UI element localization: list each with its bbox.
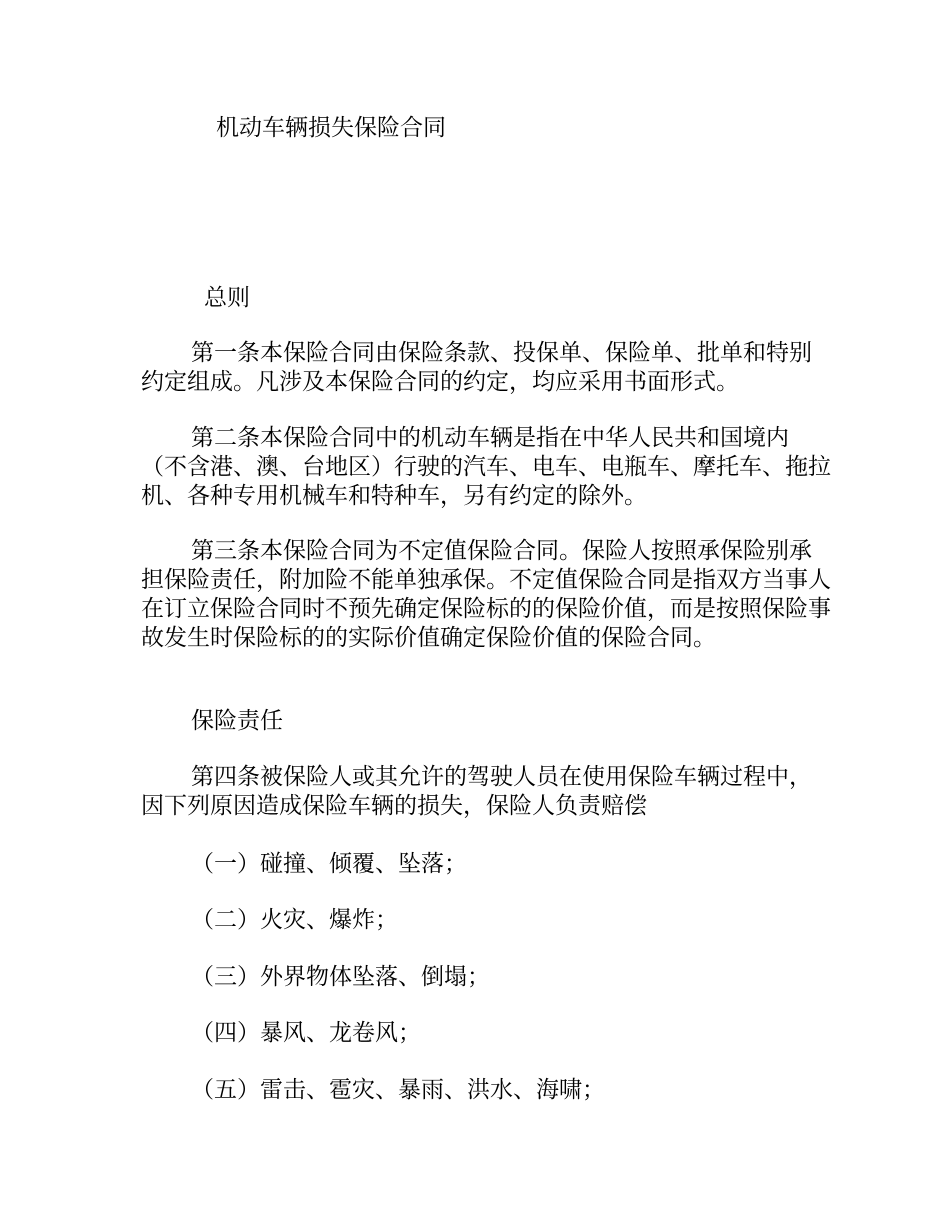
list-item: （二）火灾、爆炸； — [191, 907, 398, 933]
document-title: 机动车辆损失保险合同 — [216, 115, 446, 141]
list-item: （三）外界物体坠落、倒塌； — [191, 964, 490, 990]
list-item: （四）暴风、龙卷风； — [191, 1020, 421, 1046]
article-2: 第二条本保险合同中的机动车辆是指在中华人民共和国境内（不含港、澳、台地区）行驶的汽车、电车、电瓶车、摩托车、拖拉机、各种专用机械车和特种车，另有约定的除外。 — [141, 425, 831, 509]
section-heading-general: 总则 — [204, 285, 250, 311]
article-3: 第三条本保险合同为不定值保险合同。保险人按照承保险别承担保险责任，附加险不能单独承保。不定值保险合同是指双方当事人在订立保险合同时不预先确定保险标的的保险价值，而是按照保险事故发生时保险标的的实际价值确定保险价值的保险合同。 — [141, 538, 831, 651]
list-item: （五）雷击、雹灾、暴雨、洪水、海啸； — [191, 1077, 605, 1103]
section-heading-liability: 保险责任 — [191, 708, 283, 734]
article-1: 第一条本保险合同由保险条款、投保单、保险单、批单和特别约定组成。凡涉及本保险合同的约定，均应采用书面形式。 — [141, 340, 812, 395]
list-item: （一）碰撞、倾覆、坠落； — [191, 851, 467, 877]
article-4: 第四条被保险人或其允许的驾驶人员在使用保险车辆过程中，因下列原因造成保险车辆的损失，保险人负责赔偿 — [141, 764, 812, 819]
